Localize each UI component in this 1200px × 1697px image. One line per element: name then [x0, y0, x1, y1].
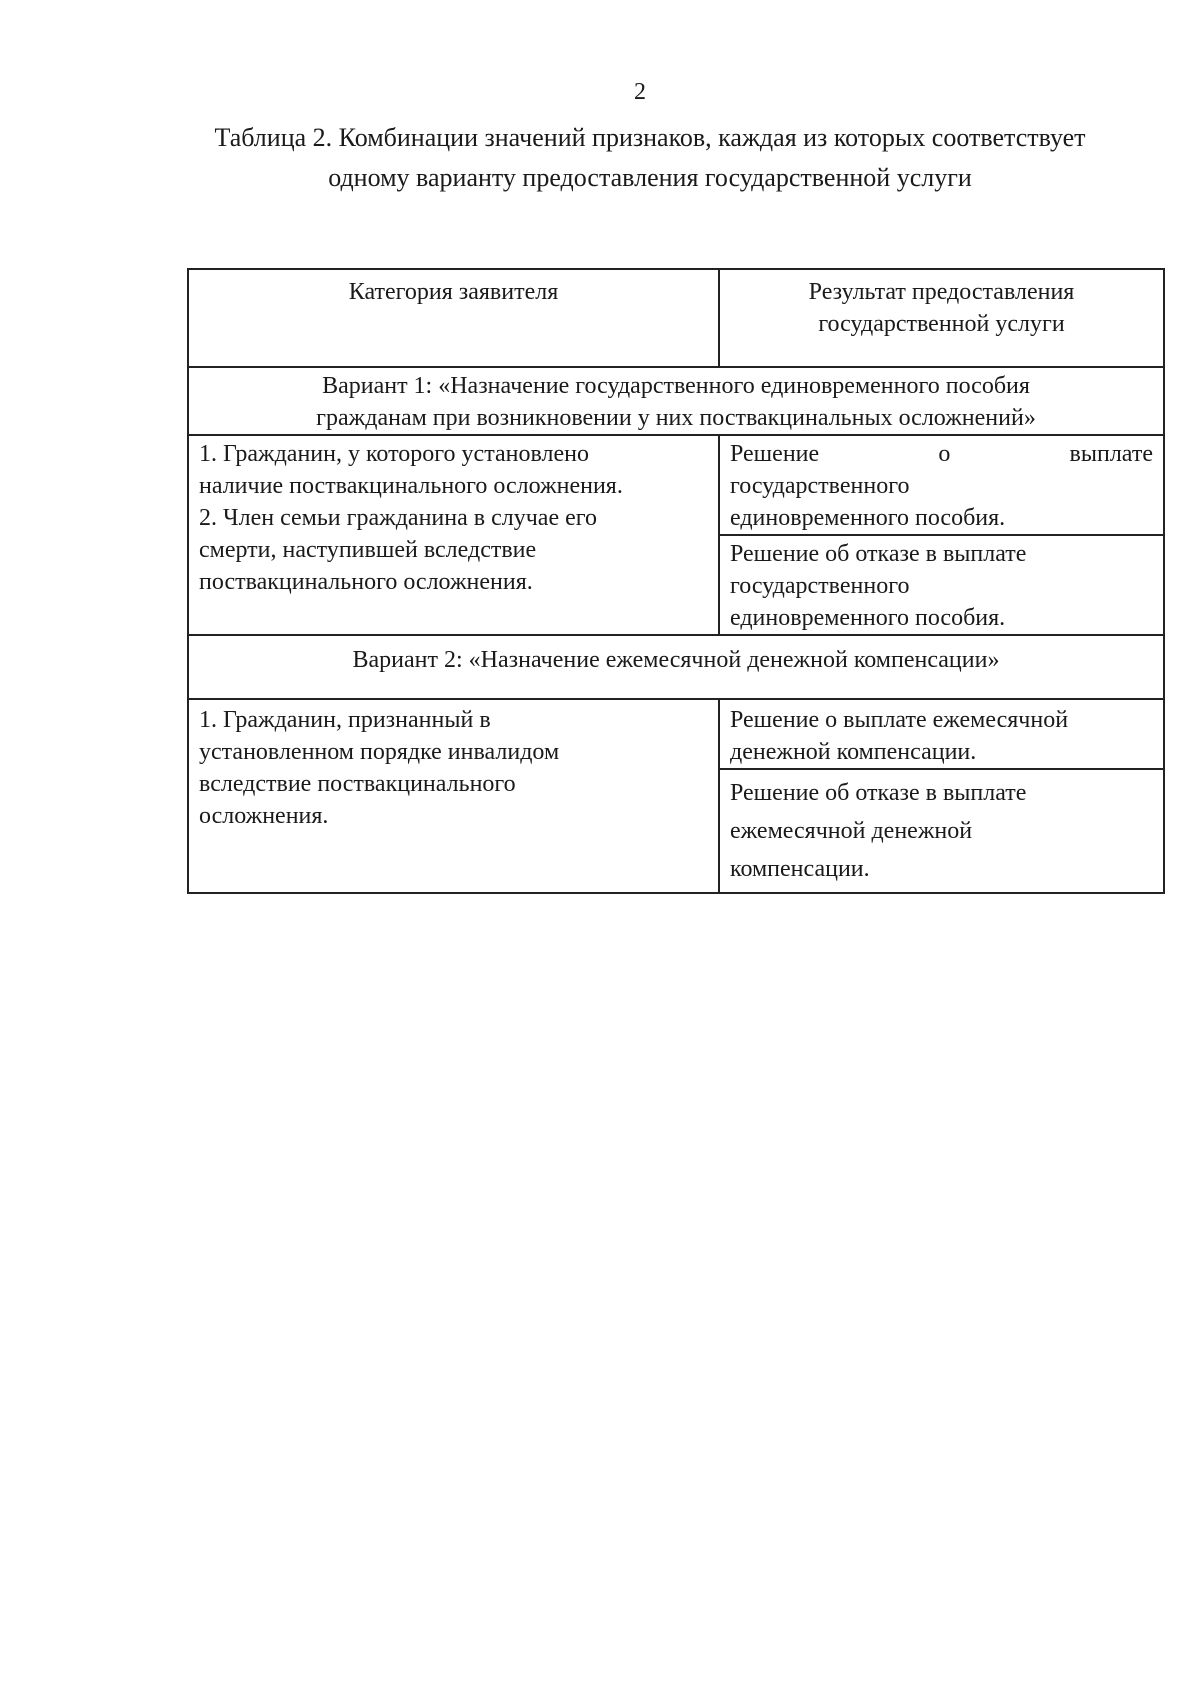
- word: выплате: [1069, 441, 1153, 467]
- variant-1-category-line: 2. Член семьи гражданина в случае его: [199, 505, 598, 531]
- service-variants-table: [187, 268, 1165, 894]
- variant-1-title-line-2: гражданам при возникновении у них поствакцинальных осложнений»: [316, 405, 1036, 431]
- header-result-line-2: государственной услуги: [818, 311, 1065, 337]
- variant-1-result-positive-line-1: [730, 438, 1153, 470]
- variant-1-title-row: [188, 367, 1164, 435]
- variant-2-result-positive-line-1: Решение о выплате ежемесячной: [730, 707, 1069, 733]
- caption-line-1: Таблица 2. Комбинации значений признаков, каждая из которых соответствует: [214, 123, 1086, 152]
- variant-2-category-line: установленном порядке инвалидом: [199, 739, 560, 765]
- word: Решение: [730, 441, 820, 467]
- variant-2-result-negative-line-2: ежемесячной денежной: [730, 818, 973, 844]
- variant-1-title: [188, 367, 1164, 435]
- variant-1-result-negative-line-3: единовременного пособия.: [730, 605, 1006, 631]
- variant-2-result-negative: [719, 769, 1164, 893]
- variant-2-result-positive: [719, 699, 1164, 769]
- variant-2-result-positive-line-2: денежной компенсации.: [730, 739, 977, 765]
- header-result-line-1: Результат предоставления: [808, 279, 1075, 305]
- variant-1-category-line: поствакцинального осложнения.: [199, 569, 533, 595]
- variant-2-title-row: [188, 635, 1164, 699]
- variant-1-result-positive-line-3: единовременного пособия.: [730, 505, 1006, 531]
- header-result: [719, 269, 1164, 367]
- header-category: [188, 269, 719, 367]
- variant-2-row-positive: [188, 699, 1164, 769]
- variant-1-result-negative-line-1: Решение об отказе в выплате: [730, 541, 1027, 567]
- variant-1-result-positive: [719, 435, 1164, 535]
- header-category-label: Категория заявителя: [348, 279, 559, 305]
- variant-2-result-negative-line-1: Решение об отказе в выплате: [730, 780, 1027, 806]
- variant-1-category-line: наличие поствакцинального осложнения.: [199, 473, 623, 499]
- variant-2-title: Вариант 2: «Назначение ежемесячной денежной компенсации»: [188, 635, 1164, 699]
- variant-1-result-positive-line-2: государственного: [730, 473, 910, 499]
- variant-2-category-line: осложнения.: [199, 803, 329, 829]
- variant-1-category-line: 1. Гражданин, у которого установлено: [199, 441, 589, 467]
- variant-1-result-negative-line-2: государственного: [730, 573, 910, 599]
- variant-2-result-negative-line-3: компенсации.: [730, 856, 870, 882]
- variant-1-row-positive: [188, 435, 1164, 535]
- table-caption: [150, 118, 1150, 198]
- variant-2-category-line: 1. Гражданин, признанный в: [199, 707, 491, 733]
- variant-1-title-line-1: Вариант 1: «Назначение государственного единовременного пособия: [322, 373, 1030, 399]
- variant-1-applicant-categories: [188, 435, 719, 635]
- variant-2-applicant-categories: [188, 699, 719, 893]
- page-number: 2: [634, 79, 646, 105]
- caption-line-2: одному варианту предоставления государственной услуги: [328, 163, 972, 192]
- variant-1-result-negative: [719, 535, 1164, 635]
- variant-2-category-line: вследствие поствакцинального: [199, 771, 516, 797]
- table-header-row: [188, 269, 1164, 367]
- word: о: [938, 441, 951, 467]
- variant-1-category-line: смерти, наступившей вследствие: [199, 537, 537, 563]
